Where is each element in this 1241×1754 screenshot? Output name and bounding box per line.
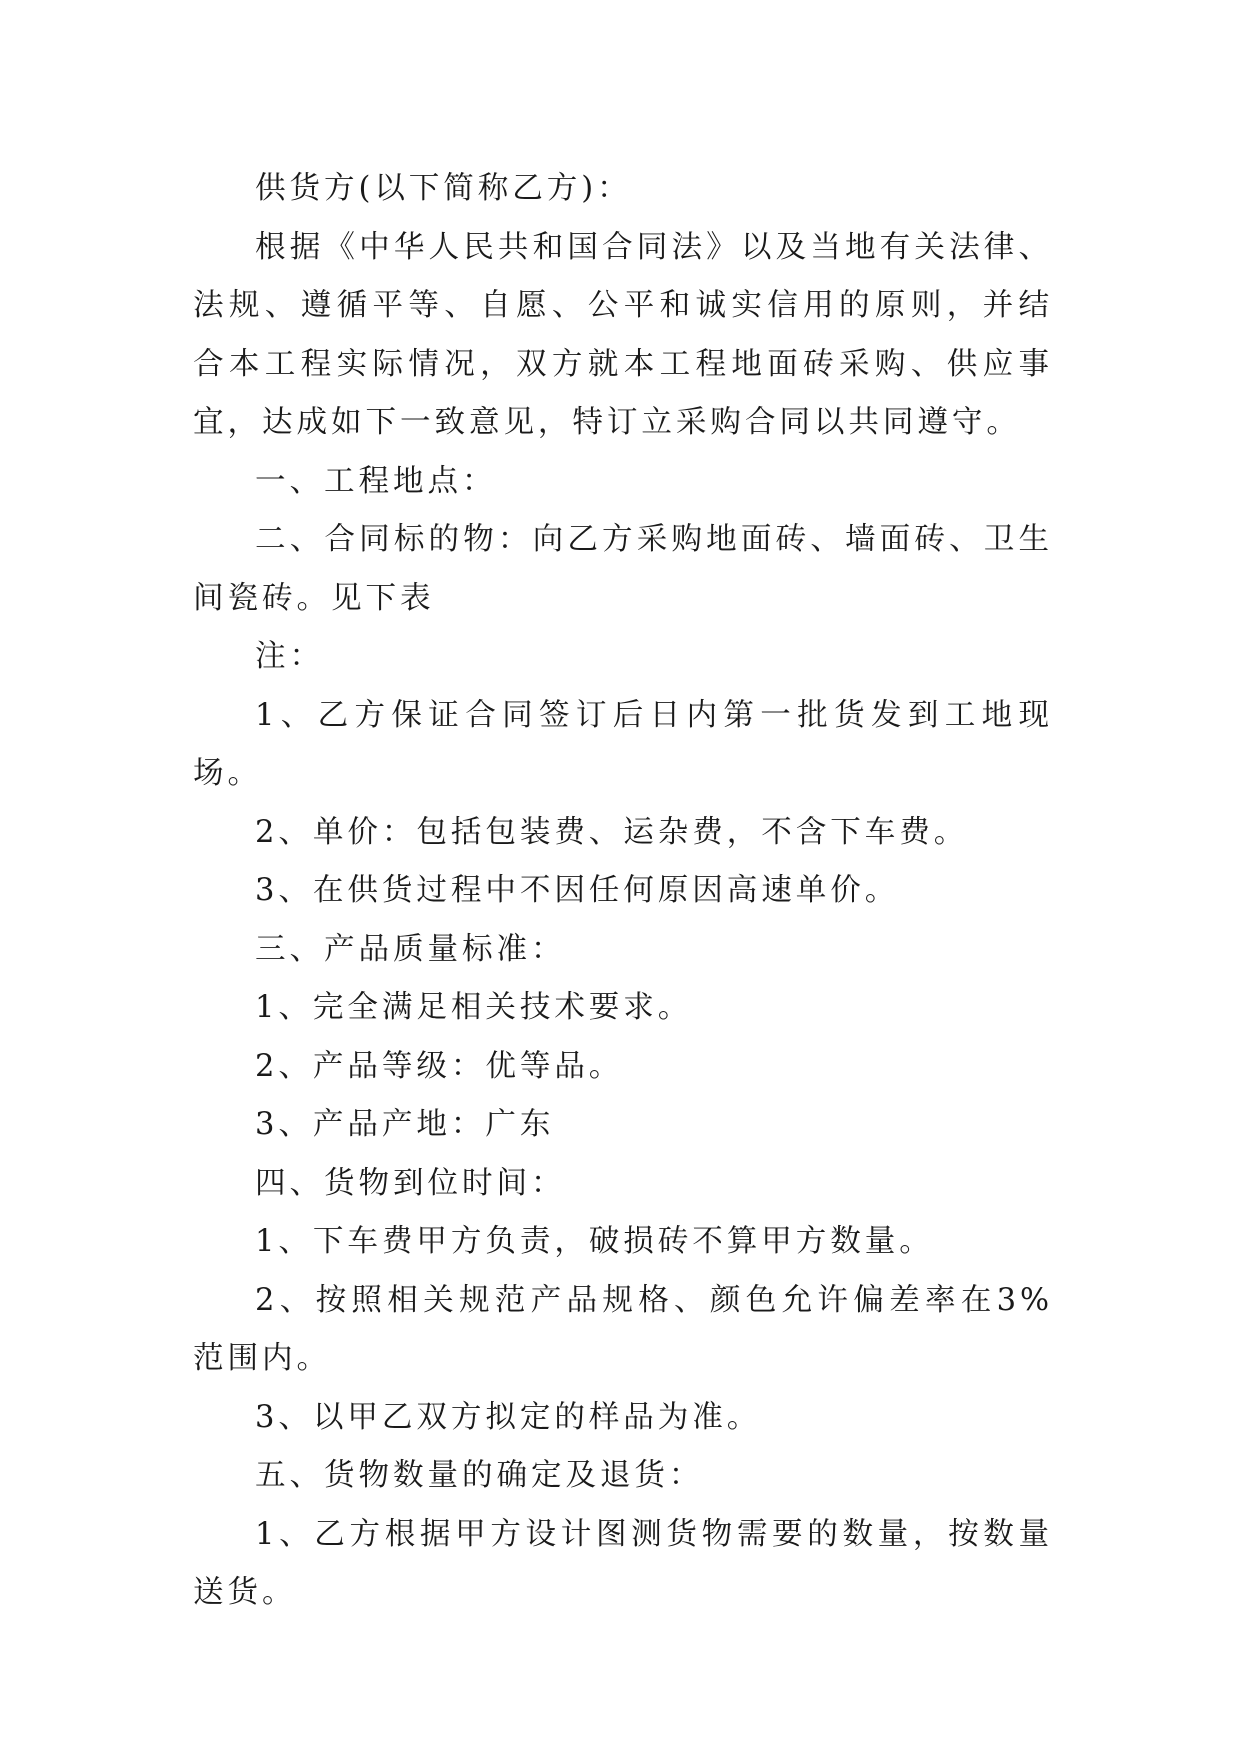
delivery-item-3: 3、以甲乙双方拟定的样品为准。 <box>255 1399 762 1435</box>
section-3-heading: 三、产品质量标准： <box>255 931 566 967</box>
preamble-paragraph: 根据《中华人民共和国合同法》以及当地有关法律、法规、遵循平等、自愿、公平和诚实信用的原则，并结合本工程实际情况，双方就本工程地面砖采购、供应事宜，达成如下一致意见，特订立采购合同以共同遵守。 <box>193 229 1053 440</box>
document-body <box>193 160 1053 1623</box>
section-2-heading: 二、合同标的物：向乙方采购地面砖、墙面砖、卫生间瓷砖。见下表 <box>193 522 1053 616</box>
delivery-item-2: 2、按照相关规范产品规格、颜色允许偏差率在3%范围内。 <box>193 1282 1053 1376</box>
quality-item-3: 3、产品产地：广东 <box>255 1107 555 1142</box>
note-item-1: 1、乙方保证合同签订后日内第一批货发到工地现场。 <box>193 697 1053 791</box>
quality-item-1: 1、完全满足相关技术要求。 <box>255 990 693 1025</box>
quality-item-2: 2、产品等级：优等品。 <box>255 1048 624 1084</box>
note-label: 注： <box>255 639 324 674</box>
note-item-3: 3、在供货过程中不因任何原因高速单价。 <box>255 873 900 908</box>
section-4-heading: 四、货物到位时间： <box>255 1165 566 1201</box>
quantity-item-1: 1、乙方根据甲方设计图测货物需要的数量，按数量送货。 <box>193 1516 1053 1610</box>
section-5-heading: 五、货物数量的确定及退货： <box>255 1458 704 1493</box>
section-1-heading: 一、工程地点： <box>255 463 497 499</box>
delivery-item-1: 1、下车费甲方负责，破损砖不算甲方数量。 <box>255 1224 934 1259</box>
supplier-line: 供货方(以下简称乙方)： <box>255 171 632 206</box>
note-item-2: 2、单价：包括包装费、运杂费，不含下车费。 <box>255 814 969 850</box>
